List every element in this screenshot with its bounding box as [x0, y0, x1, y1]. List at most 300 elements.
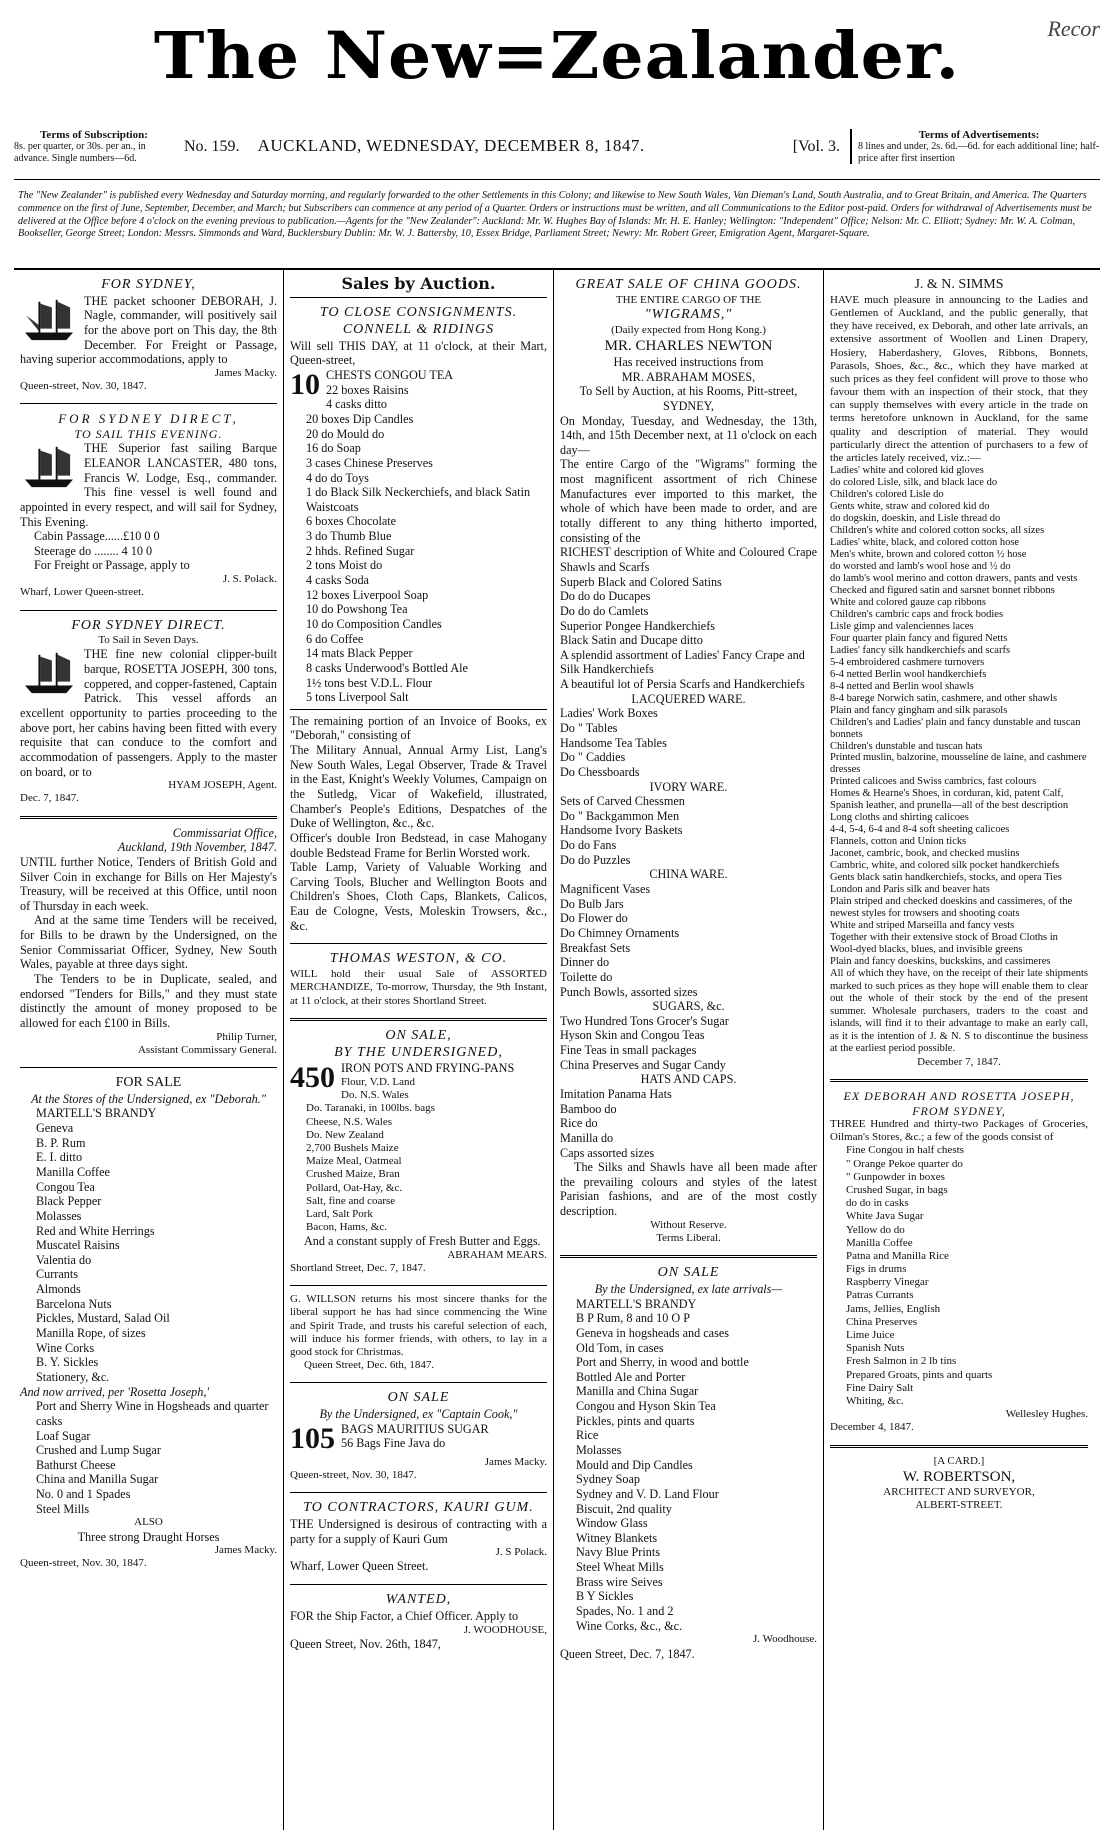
list-item: Do do Puzzles [560, 852, 631, 867]
column-1 [14, 270, 284, 1830]
list-item: Children's and Ladies' plain and fancy dunstable and tuscan bonnets [830, 716, 1081, 740]
list-item: Rice [576, 1428, 599, 1443]
list-item: White and striped Marseilla and fancy vests [830, 920, 1015, 932]
list-item: Maize Meal, Oatmeal [306, 1155, 402, 1168]
list-item: Ladies' Work Boxes [560, 706, 658, 721]
ad-kauri-gum [290, 1497, 547, 1580]
list-item: Do " Backgammon Men [560, 808, 680, 823]
ad-paragraph-1: UNTIL further Notice, Tenders of British Gold and Silver Coin in exchange for Bills on Her Majesty's Treasury, will be received at this Office, until noon of Thursday in each week. [20, 854, 277, 913]
ad-commissariat [20, 823, 277, 1063]
ad-signature: James Macky. [214, 367, 277, 379]
list-item: Checked and figured satin and sarsnet bonnet ribbons [830, 584, 1055, 596]
list-item: Pickles, Mustard, Salad Oil [36, 1311, 170, 1326]
list-item: B Y Sickles [576, 1589, 634, 1604]
ad-signature: J. WOODHOUSE, [463, 1623, 547, 1636]
ad-date: Dec. 7, 1847. [20, 792, 79, 805]
list-item: Fine Dairy Salt [846, 1381, 914, 1394]
list-item: Brass wire Seives [576, 1574, 663, 1589]
list-item: Geneva [36, 1121, 74, 1136]
ad-signature: J. S Polack. [495, 1546, 547, 1559]
list-item: Wine Corks [36, 1340, 95, 1355]
ad-body: FOR the Ship Factor, a Chief Officer. Apply to [290, 1608, 519, 1623]
list-item: Currants [36, 1267, 78, 1282]
list-item: Fine Congou in half chests [846, 1144, 964, 1157]
list-item: Lime Juice [846, 1329, 895, 1342]
ad-willson [290, 1290, 547, 1378]
ad-p3: To Sell by Auction, at his Rooms, Pitt-street, SYDNEY, [579, 384, 798, 413]
ad-p4: On Monday, Tuesday, and Wednesday, the 13th, 14th, and 15th December next, at 11 o'clock on each day— [560, 413, 817, 457]
ad-signature: J. S. Polack. [222, 573, 277, 586]
list-item: Do do do Camlets [560, 603, 649, 618]
list-item: 6-4 netted Berlin wool handkerchiefs [830, 668, 987, 680]
list-item: Printed calicoes and Swiss cambrics, fast colours [830, 776, 1037, 788]
list-item: 3 cases Chinese Preserves [306, 455, 433, 470]
ship-icon [20, 649, 78, 697]
ad-body: THE fine new colonial clipper-built barque, ROSETTA JOSEPH, 300 tons, coppered, and copper-fastened, Captain Patrick. This vessel affords an excellent opportunity to parties proceeding to the above port, her cabins having been fitted with every requisite that can conduce to the comfort and accommodation of passengers. Apply to the master on board, or to [20, 647, 277, 779]
list-item: MARTELL'S BRANDY [36, 1106, 157, 1121]
ad-place: Queen Street, Dec. 6th, 1847. [304, 1359, 435, 1372]
ad-subheading-2: And now arrived, per 'Rosetta Joseph,' [20, 1384, 210, 1399]
ad-place: Shortland Street, Dec. 7, 1847. [290, 1262, 426, 1275]
list-item: Men's white, brown and colored cotton ½ hose [830, 549, 1027, 561]
ad-heading: EX DEBORAH AND ROSETTA JOSEPH, [843, 1089, 1075, 1104]
list-item: Wine Corks, &c., &c. [576, 1618, 683, 1633]
list-item: 5 tons Liverpool Salt [306, 690, 409, 705]
list-item: Hyson Skin and Congou Teas [560, 1028, 705, 1043]
list-item: Superb Black and Colored Satins [560, 574, 722, 589]
list-item: Caps assorted sizes [560, 1145, 655, 1160]
list-item: Ladies' fancy silk handkerchiefs and scarfs [830, 644, 1011, 656]
ad-place: Queen-street, Nov. 30, 1847. [290, 1469, 417, 1482]
list-item: Together with their extensive stock of Broad Cloths in [830, 932, 1058, 944]
ad-ship-name: "WIGRAMS," [644, 306, 733, 322]
subscription-terms-text: 8s. per quarter, or 30s. per an., in advance. Single numbers—6d. [14, 141, 146, 164]
list-item: Geneva in hogsheads and cases [576, 1325, 729, 1340]
volume-number: [Vol. 3. [792, 137, 840, 155]
list-item: Patras Currants [846, 1289, 914, 1302]
newspaper-title: The New=Zealander. [153, 18, 961, 94]
list-item: Steel Wheat Mills [576, 1560, 664, 1575]
list-item: Do Chimney Ornaments [560, 925, 680, 940]
list-item: Rice do [560, 1116, 598, 1131]
list-item: Gents black satin handkerchiefs, stocks, and opera Ties [830, 872, 1062, 884]
ship-icon [20, 296, 78, 344]
list-item: Jams, Jellies, English [846, 1302, 941, 1315]
list-item: Manilla Coffee [36, 1164, 110, 1179]
card-title: ARCHITECT AND SURVEYOR, [883, 1485, 1035, 1498]
ad-paragraph: And a constant supply of Fresh Butter and Eggs. [304, 1234, 541, 1249]
column-4 [824, 270, 1094, 1830]
ad-on-sale-mears [290, 1025, 547, 1282]
ad-auctioneer: MR. CHARLES NEWTON [604, 337, 773, 354]
list-item: Port and Sherry Wine in Hogsheads and quarter casks [36, 1399, 269, 1428]
ad-sub-1: THE ENTIRE CARGO OF THE [615, 293, 762, 306]
list-item: Salt, fine and coarse [306, 1194, 396, 1207]
list-item: 20 do Mould do [306, 426, 385, 441]
list-item: Printed muslin, balzorine, mousseline de laine, and cashmere dresses [830, 752, 1087, 776]
ad-heading: FOR SYDNEY, [101, 277, 196, 292]
list-item: Magnificent Vases [560, 882, 651, 897]
list-item: Black Pepper [36, 1194, 102, 1209]
list-item: White and colored gauze cap ribbons [830, 596, 986, 608]
list-item: Bacon, Hams, &c. [306, 1221, 387, 1234]
list-item: Pollard, Oat-Hay, &c. [306, 1181, 403, 1194]
section-sugars: SUGARS, &c. [652, 999, 725, 1014]
ad-subheading: At the Stores of the Undersigned, ex "Deborah." [31, 1091, 266, 1106]
ad-place: Wharf, Lower Queen Street. [290, 1559, 429, 1574]
list-item: Ladies' white, black, and colored cotton hose [830, 537, 1020, 549]
list-item: Manilla do [560, 1130, 614, 1145]
list-item: Fine Teas in small packages [560, 1043, 697, 1058]
ad-fare-steerage: Steerage do ........ 4 10 0 [34, 543, 153, 558]
list-item: Two Hundred Tons Grocer's Sugar [560, 1013, 729, 1028]
ivory-list [560, 794, 817, 867]
list-item: 4 casks Soda [306, 573, 369, 588]
list-item: Superior Pongee Handkerchiefs [560, 618, 716, 633]
ad-also: ALSO [134, 1516, 163, 1529]
ad-also-item: Three strong Draught Horses [77, 1529, 220, 1544]
list-item: Crushed Sugar, in bags [846, 1183, 948, 1196]
list-item: Handsome Tea Tables [560, 735, 667, 750]
card-place: ALBERT-STREET. [915, 1498, 1003, 1511]
ad-thomas-weston [290, 948, 547, 1013]
ad-big-number: 105 [290, 1421, 335, 1455]
list-item: Long cloths and shirting calicoes [830, 812, 969, 824]
ad-sydney-deborah [20, 274, 277, 399]
list-item: do colored Lisle, silk, and black lace do [830, 477, 998, 489]
list-item: China Preserves and Sugar Candy [560, 1057, 726, 1072]
hats-list [560, 1087, 817, 1160]
goods-list [830, 465, 1088, 968]
list-item: Flour, V.D. Land [341, 1076, 416, 1088]
ad-paragraph-2: The Military Annual, Annual Army List, Lang's New South Wales, Legal Observer, Trade & Travel in the East, Knight's Weekly Volumes, Campaign on the Sutledg, Vicar of Wakefield, illustrated, Chamber's People's Editions, Despatches of the Duke of Wellington, &c., &c. [290, 743, 547, 831]
list-item: Gents white, straw and colored kid do [830, 501, 990, 513]
ad-heading: GREAT SALE OF CHINA GOODS. [575, 277, 802, 292]
list-item: Do " Tables [560, 720, 618, 735]
card-tag: [A CARD.] [933, 1454, 985, 1467]
list-item: Manilla Coffee [846, 1236, 913, 1249]
list-item: Four quarter plain fancy and figured Netts [830, 632, 1008, 644]
ad-signature-title: Assistant Commissary General. [137, 1043, 277, 1056]
ad-subheading: FROM SYDNEY, [912, 1103, 1006, 1118]
lacquer-list [560, 706, 817, 779]
ad-subheading: To Sail in Seven Days. [98, 634, 199, 647]
ad-subheading: By the Undersigned, ex "Captain Cook," [319, 1407, 518, 1422]
ad-date: December 4, 1847. [830, 1421, 914, 1434]
list-item: Muscatel Raisins [36, 1238, 120, 1253]
ad-p5: The entire Cargo of the "Wigrams" forming the most magnificent assortment of rich Chinese Manufactures ever imported to this market, the whole of which have been made to order, and are totally different to any thing hitherto imported, consisting of the [560, 457, 817, 545]
ad-signature-name: Philip Turner, [216, 1030, 277, 1043]
ad-wanted [290, 1589, 547, 1657]
ad-heading: ON SALE [657, 1265, 720, 1281]
ad-paragraph-1: HAVE much pleasure in announcing to the Ladies and Gentlemen of Auckland, and the public generally, that they have received, ex Deborah, and other late arrivals, an extensive assortment of Woollen and Linen Drapery, Hosiery, Haberdashery, Gloves, Ribbons, Bonnets, Parasols, Shoes, &c., &c., which they have marked at such prices as they feel confident will prove to those who favour them with an inspection of their stock, that they can supply themselves with every article in the trade on terms heretofore unknown in Auckland, for the same quality and description of material. They would particularly direct the attention of purchasers to a few of the articles lately received, viz.:— [830, 293, 1088, 465]
list-item: 5-4 embroidered cashmere turnovers [830, 656, 985, 668]
list-item: Cambric, white, and colored silk pocket handkerchiefs [830, 860, 1060, 872]
list-item: Spanish Nuts [846, 1342, 905, 1355]
ad-signature: James Macky. [484, 1455, 547, 1468]
column-2 [284, 270, 554, 1830]
list-item: Do Bulb Jars [560, 896, 624, 911]
list-item: China Preserves [846, 1315, 918, 1328]
list-item: Raspberry Vinegar [846, 1276, 929, 1289]
list-item: Fresh Salmon in 2 lb tins [846, 1355, 957, 1368]
ad-sydney-eleanor [20, 408, 277, 605]
list-item: 6 boxes Chocolate [306, 514, 397, 529]
list-item: Bottled Ale and Porter [576, 1369, 686, 1384]
list-item: Stationery, &c. [36, 1369, 110, 1384]
list-item: E. I. ditto [36, 1150, 83, 1165]
list-item: Manilla Rope, of sizes [36, 1326, 146, 1341]
list-item: 1½ tons best V.D.L. Flour [306, 675, 433, 690]
ad-paragraph-2: All of which they have, on the receipt of their late shipments marked to such prices as they hope will enable them to clear out the whole of their stock by the end of the present summer. Wholesale purchasers, traders to the coast and islands, will find it to their advantage to make an early call, as it is the intention of J. & N. S to discontinue the business at the earliest period possible. [830, 967, 1088, 1055]
goods-list [290, 1076, 547, 1234]
ad-place: Queen-street, Nov. 30, 1847. [20, 1557, 147, 1570]
ad-p6: RICHEST description of White and Coloured Crape Shawls and Scarfs [560, 545, 817, 574]
ad-signature: ABRAHAM MEARS. [447, 1248, 547, 1261]
ad-heading: ON SALE [387, 1390, 450, 1406]
list-item: 4-4, 5-4, 6-4 and 8-4 soft sheeting calicoes [830, 824, 1010, 836]
ad-heading: THOMAS WESTON, & CO. [329, 951, 508, 967]
list-item: Manilla and China Sugar [576, 1384, 699, 1399]
list-item: " Gunpowder in boxes [846, 1170, 945, 1183]
list-item: Lisle gimp and valenciennes laces [830, 620, 974, 632]
list-item: Patna and Manilla Rice [846, 1249, 949, 1262]
handwritten-note: Recor [1047, 16, 1100, 41]
list-item: Imitation Panama Hats [560, 1087, 672, 1101]
list-item: 10 do Composition Candles [306, 616, 442, 631]
list-item: 4 casks ditto [326, 397, 387, 412]
list-item: 2 hhds. Refined Sugar [306, 543, 415, 558]
list-item: Molasses [36, 1208, 82, 1223]
publication-notice: The "New Zealander" is published every Wednesday and Saturday morning, and regularly forwarded to the other Settlements in this Colony; and likewise to New South Wales, Van Dieman's Land, South Australia, and to Great Britain, and America. The Quarters commence on the first of June, September, December, and March; but Subscribers can commence at any period of a Quarter. Orders or instructions must be written, and all Communications to the Editor post-paid. Orders for withdrawal of Advertisements must be delivered at the Office before 4 o'clock on the evening previous to publication.—Agents for the "New Zealander": Auckland: Mr. W. Hughes Bay of Islands: Mr. H. E. Hanley; Wellington: "Independent" Office; Nelson: Mr. C. Elliott; Sydney: Mr. W. A. Colman, Bookseller, George Street; London: Messrs. Simmonds and Ward, Bucklersbury Dublin: Mr. W. J. Battersby, 10, Essex Bridge, Parliament Street; Newry: Mr. Robert Greer, Emigration Agent, Margaret-Square. [14, 180, 1100, 270]
ad-heading: ON SALE, [385, 1027, 452, 1043]
ad-place: Commissariat Office, [172, 825, 277, 840]
list-item: 2,700 Bushels Maize [306, 1141, 399, 1154]
ad-groceries [830, 1086, 1088, 1440]
list-item: 10 do Powshong Tea [306, 602, 408, 617]
ad-p1: Has received instructions from [613, 354, 764, 369]
list-item: Do do do Ducapes [560, 589, 651, 604]
ad-heading: WANTED, [385, 1592, 452, 1608]
list-item: Congou Tea [36, 1179, 95, 1194]
issue-number: No. 159. [184, 137, 240, 155]
list-item: Lard, Salt Pork [306, 1207, 373, 1220]
list-item: 3 do Thumb Blue [306, 529, 392, 544]
ad-heading: TO CLOSE CONSIGNMENTS. [319, 305, 518, 321]
list-item: A beautiful lot of Persia Scarfs and Handkerchiefs [560, 677, 805, 692]
list-item: Do. Taranaki, in 100lbs. bags [306, 1102, 435, 1115]
ad-paragraph-1: The remaining portion of an Invoice of Books, ex "Deborah," consisting of [290, 713, 547, 743]
column-3 [554, 270, 824, 1830]
list-item: do lamb's wool merino and cotton drawers, pants and vests [830, 572, 1078, 584]
list-item: Steel Mills [36, 1501, 90, 1516]
list-item: Flannels, cotton and Union ticks [830, 836, 967, 848]
list-item: Bathurst Cheese [36, 1457, 116, 1472]
china-list [560, 882, 817, 999]
ad-body: WILL hold their usual Sale of ASSORTED MERCHANDIZE, To-morrow, Thursday, the 9th Instant, at 11 o'clock, at their stores Shortland Street. [290, 968, 547, 1007]
list-item: Handsome Ivory Baskets [560, 823, 683, 838]
list-item: 8 casks Underwood's Bottled Ale [306, 660, 468, 675]
list-item: 14 mats Black Pepper [306, 646, 413, 661]
list-item: Valentia do [36, 1252, 92, 1267]
list-item: do dogskin, doeskin, and Lisle thread do [830, 513, 1001, 525]
list-item: Children's cambric caps and frock bodies [830, 608, 1004, 620]
ad-signature: Wellesley Hughes. [1005, 1408, 1088, 1421]
list-item: Cheese, N.S. Wales [306, 1115, 392, 1128]
list-item: Port and Sherry, in wood and bottle [576, 1355, 749, 1370]
goods-list [560, 1297, 817, 1634]
card-name: W. ROBERTSON, [902, 1468, 1016, 1485]
ad-big-number: 10 [290, 368, 320, 402]
section-lacquer: LACQUERED WARE. [631, 691, 746, 706]
list-item: " Orange Pekoe quarter do [846, 1157, 963, 1170]
ad-body: THE Superior fast sailing Barque ELEANOR LANCASTER, 480 tons, Francis W. Lodge, Esq., commander. This fine vessel is well found and appointed in every respect, and will sail for Sydney, This Evening. [20, 441, 277, 529]
list-item: Do Chessboards [560, 764, 640, 779]
ship-icon [20, 443, 78, 491]
list-item: Do. N.S. Wales [341, 1089, 409, 1102]
list-item: 4 do do Toys [306, 470, 369, 485]
ad-signature: HYAM JOSEPH, Agent. [168, 779, 277, 792]
list-item: Loaf Sugar [36, 1428, 91, 1443]
columns [14, 270, 1100, 1830]
list-item: Molasses [576, 1442, 622, 1457]
list-item: China and Manilla Sugar [36, 1472, 159, 1487]
ad-paragraph-3: The Tenders to be in Duplicate, sealed, and endorsed "Tenders for Bills," and they must state distinctly the amount of money proposed to be allowed for each £100 in Bills. [20, 972, 277, 1030]
advertisement-terms-text: 8 lines and under, 2s. 6d.—6d. for each additional line; half-price after first insertion [858, 141, 1100, 164]
list-item: Dinner do [560, 955, 610, 970]
list-item: Witney Blankets [576, 1530, 658, 1545]
ad-place-date: Queen-street, Nov. 30, 1847. [20, 380, 147, 393]
list-item: Children's dunstable and tuscan hats [830, 740, 983, 752]
goods-list-2 [20, 1399, 277, 1516]
list-item: Breakfast Sets [560, 940, 631, 955]
ad-paragraph: THREE Hundred and thirty-two Packages of Groceries, Oilman's Stores, &c.; a few of the goods consist of [830, 1118, 1088, 1144]
ad-date: December 7, 1847. [917, 1056, 1001, 1069]
list-item: 8-4 barege Norwich satin, cashmere, and other shawls [830, 692, 1058, 704]
ad-signature: James Macky. [214, 1544, 277, 1557]
issue-date: AUCKLAND, WEDNESDAY, DECEMBER 8, 1847. [257, 136, 645, 156]
list-item: Sydney and V. D. Land Flour [576, 1486, 719, 1501]
list-item: B. P. Rum [36, 1135, 86, 1150]
ad-paragraph-2: And at the same time Tenders will be received, for Bills to be drawn by the Undersigned, on the Senior Commissariat Officer, Sydney, New South Wales, payable at three days sight. [20, 913, 277, 972]
section-heading: Sales by Auction. [341, 274, 496, 293]
list-item: Crushed and Lump Sugar [36, 1443, 161, 1458]
list-item: 12 boxes Liverpool Soap [306, 587, 429, 602]
ad-sydney-rosetta [20, 615, 277, 812]
list-item: Do " Caddies [560, 750, 626, 765]
ad-second-item: 56 Bags Fine Java do [341, 1436, 446, 1451]
ad-place: Queen Street, Dec. 7, 1847. [560, 1646, 695, 1661]
list-item: Black Satin and Ducape ditto [560, 633, 703, 648]
ad-p7: The Silks and Shawls have all been made after the prevailing colours and styles of the latest Parisian fashions, and are of the most costly description. [560, 1160, 817, 1219]
ad-paragraph-3: Officer's double Iron Bedstead, in case Mahogany double Bedstead Frame for Berlin Worsted work. [290, 830, 547, 860]
list-item: Prepared Groats, pints and quarts [846, 1368, 993, 1381]
list-item: B. Y. Sickles [36, 1355, 99, 1370]
list-item: Sets of Carved Chessmen [560, 794, 685, 809]
goods-list [20, 1106, 277, 1384]
ad-body: G. WILLSON returns his most sincere thanks for the liberal support he has had since commencing the Wine and Spirit Trade, and trusts his careful selection of each, will induce his former friends, with others, to lay in a good stock for Christmas. [290, 1293, 547, 1359]
ad-captain-cook [290, 1387, 547, 1488]
list-item: 22 boxes Raisins [326, 382, 409, 397]
ad-p2: MR. ABRAHAM MOSES, [621, 369, 756, 384]
masthead [14, 6, 1100, 110]
ad-first-item: CHESTS CONGOU TEA [326, 368, 454, 383]
ad-subheading: By the Undersigned, ex late arrivals— [594, 1281, 783, 1296]
ad-date: Auckland, 19th November, 1847. [117, 840, 277, 855]
list-item: 16 do Soap [306, 441, 361, 456]
list-item: London and Paris silk and beaver hats [830, 884, 990, 896]
list-item: Sydney Soap [576, 1472, 640, 1487]
list-item: do worsted and lamb's wool hose and ½ do [830, 560, 1011, 572]
list-item: 20 boxes Dip Candles [306, 411, 414, 426]
advertisement-terms-heading: Terms of Advertisements: [918, 128, 1040, 141]
issue-info-bar [14, 110, 1100, 180]
ad-intro: Will sell THIS DAY, at 11 o'clock, at their Mart, Queen-street, [290, 338, 547, 368]
ad-body: THE Undersigned is desirous of contracting with a party for a supply of Kauri Gum [290, 1517, 547, 1546]
list-item: Punch Bowls, assorted sizes [560, 984, 698, 999]
list-item: Jaconet, cambric, book, and checked muslins [830, 848, 1020, 860]
list-item: Bamboo do [560, 1101, 617, 1116]
section-hats: HATS AND CAPS. [640, 1072, 737, 1087]
list-item: Old Tom, in cases [576, 1340, 664, 1355]
list-item: Homes & Hearne's Shoes, in corduran, kid, patent Calf, Spanish leather, and prunella—all of the best description [830, 788, 1069, 812]
ad-place: Wharf, Lower Queen-street. [20, 586, 144, 599]
list-item: White Java Sugar [846, 1210, 924, 1223]
list-item: Do. New Zealand [306, 1128, 384, 1141]
section-china: CHINA WARE. [649, 867, 728, 882]
ad-paragraph-4: Table Lamp, Variety of Valuable Working and Carving Tools, Blucher and Wellington Boots and Children's Shoes, Cloth Caps, Blankets, Calicos, Eau de Cologne, Vests, Moleskin Trowsers, &c., &c. [290, 860, 547, 933]
list-item: Children's white and colored cotton socks, all sizes [830, 525, 1045, 537]
ad-heading: TO CONTRACTORS, KAURI GUM. [303, 1500, 534, 1516]
ad-heading: J. & N. SIMMS [914, 277, 1004, 292]
ad-heading: FOR SALE [115, 1074, 182, 1090]
sugars-list [560, 1014, 817, 1073]
list-item: Mould and Dip Candles [576, 1457, 693, 1472]
ad-place: Queen Street, Nov. 26th, 1847, [290, 1636, 441, 1651]
list-item: 2 tons Moist do [306, 558, 383, 573]
list-item: Wool-dyed blacks, blues, and invisible greens [830, 943, 1023, 955]
list-item: Toilette do [560, 969, 613, 984]
list-item: Biscuit, 2nd quality [576, 1501, 672, 1516]
advertisement-terms [850, 129, 1100, 165]
goods-list [560, 575, 817, 692]
ad-signature: J. Woodhouse. [753, 1633, 817, 1646]
list-item: do do in casks [846, 1197, 909, 1210]
subscription-terms [14, 129, 174, 165]
list-item: Barcelona Nuts [36, 1296, 112, 1311]
list-item: B P Rum, 8 and 10 O P [576, 1311, 690, 1326]
list-item: Crushed Maize, Bran [306, 1168, 400, 1181]
list-item: Ladies' white and colored kid gloves [830, 465, 984, 477]
ad-first-item: BAGS MAURITIUS SUGAR [341, 1421, 489, 1436]
ad-connell-ridings [290, 302, 547, 939]
list-item: Almonds [36, 1282, 81, 1297]
list-item: Children's colored Lisle do [830, 489, 944, 501]
list-item: Congou and Hyson Skin Tea [576, 1399, 716, 1414]
ad-without-reserve: Without Reserve. [650, 1218, 727, 1231]
list-item: Yellow do do [846, 1223, 905, 1236]
ad-apply: For Freight or Passage, apply to [34, 558, 190, 573]
list-item: Plain and fancy doeskins, buckskins, and cassimeres [830, 955, 1051, 967]
list-item: Window Glass [576, 1516, 648, 1531]
ad-subheading: BY THE UNDERSIGNED, [334, 1044, 503, 1060]
ad-big-number: 450 [290, 1061, 335, 1095]
list-item: Do do Fans [560, 838, 617, 853]
ad-sub-2: (Daily expected from Hong Kong.) [611, 323, 766, 336]
ad-terms: Terms Liberal. [656, 1231, 721, 1244]
ad-subheading: TO SAIL THIS EVENING. [74, 426, 223, 441]
subscription-terms-heading: Terms of Subscription: [40, 128, 148, 141]
